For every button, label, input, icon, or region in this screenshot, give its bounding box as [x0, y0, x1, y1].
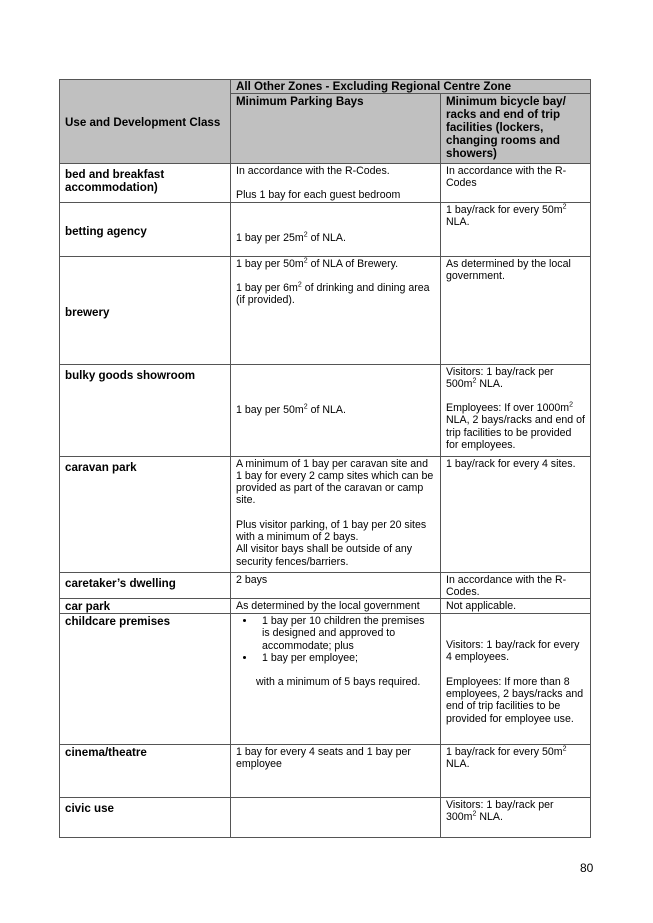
table-row	[60, 572, 591, 599]
parking-cell: 1 bay per $50m^2$ of NLA of Brewery. 1 bay per $6m^2$ of drinking and dining area (if provided).	[231, 256, 441, 364]
use-class-cell: car park	[60, 599, 231, 614]
header-zone: All Other Zones - Excluding Regional Centre Zone	[231, 80, 591, 94]
bicycle-cell: Visitors: 1 bay/rack for every 4 employees. Employees: If more than 8 employees, 2 bays/racks and end of trip facilities to be provided for employee use.	[441, 614, 591, 745]
parking-cell: As determined by the local government	[231, 599, 441, 614]
header-use-class: Use and Development Class	[60, 80, 231, 164]
table-row	[60, 202, 591, 256]
bicycle-cell: Visitors: 1 bay/rack per $300m^2$ NLA.	[441, 798, 591, 838]
use-class-cell: betting agency	[60, 202, 231, 256]
table-row	[60, 798, 591, 838]
header-parking: Minimum Parking Bays	[231, 94, 441, 164]
parking-cell: 2 bays	[231, 572, 441, 599]
use-class-cell: brewery	[60, 256, 231, 364]
bicycle-cell: In accordance with the R-Codes	[441, 164, 591, 203]
parking-cell: 1 bay per $25m^2$ of NLA.	[231, 202, 441, 256]
bicycle-cell: 1 bay/rack for every 4 sites.	[441, 456, 591, 572]
table-row	[60, 599, 591, 614]
table-row	[60, 614, 591, 745]
use-class-cell: childcare premises	[60, 614, 231, 745]
parking-cell	[231, 798, 441, 838]
use-class-cell: civic use	[60, 798, 231, 838]
table-row	[60, 364, 591, 456]
use-class-cell: caravan park	[60, 456, 231, 572]
page-number: 80	[580, 861, 594, 875]
use-class-cell: bed and breakfast accommodation)	[60, 164, 231, 203]
bicycle-cell: As determined by the local government.	[441, 256, 591, 364]
use-class-cell: caretaker’s dwelling	[60, 572, 231, 599]
table-row	[60, 256, 591, 364]
bicycle-cell: Visitors: 1 bay/rack per $500m^2$ NLA. Employees: If over $1000m^2$ NLA, 2 bays/racks and end of trip facilities to be provided for employees.	[441, 364, 591, 456]
table-row	[60, 456, 591, 572]
bicycle-cell: Not applicable.	[441, 599, 591, 614]
parking-cell: 1 bay for every 4 seats and 1 bay per employee	[231, 745, 441, 798]
bicycle-cell: 1 bay/rack for every $50m^2$ NLA.	[441, 745, 591, 798]
bicycle-cell: 1 bay/rack for every $50m^2$ NLA.	[441, 202, 591, 256]
parking-cell: In accordance with the R-Codes. Plus 1 bay for each guest bedroom	[231, 164, 441, 203]
bicycle-cell: In accordance with the R-Codes.	[441, 572, 591, 599]
use-class-cell: bulky goods showroom	[60, 364, 231, 456]
header-bicycle: Minimum bicycle bay/ racks and end of trip facilities (lockers, changing rooms and showers)	[441, 94, 591, 164]
table-row	[60, 164, 591, 203]
table-row	[60, 745, 591, 798]
use-class-cell: cinema/theatre	[60, 745, 231, 798]
parking-requirements-table	[59, 79, 591, 838]
parking-cell: • 1 bay per 10 children the premises is designed and approved to accommodate; plus • 1 bay per employee; with a minimum of 5 bays required.	[231, 614, 441, 745]
parking-cell: A minimum of 1 bay per caravan site and 1 bay for every 2 camp sites which can be provided as part of the caravan or camp site. Plus visitor parking, of 1 bay per 20 sites with a minimum of 2 bays. All visitor bays shall be outside of any security fences/barriers.	[231, 456, 441, 572]
list-item: • 1 bay per 10 children the premises is designed and approved to accommodate; plus	[256, 615, 435, 652]
list-item: • 1 bay per employee;	[256, 652, 435, 664]
parking-cell: 1 bay per $50m^2$ of NLA.	[231, 364, 441, 456]
